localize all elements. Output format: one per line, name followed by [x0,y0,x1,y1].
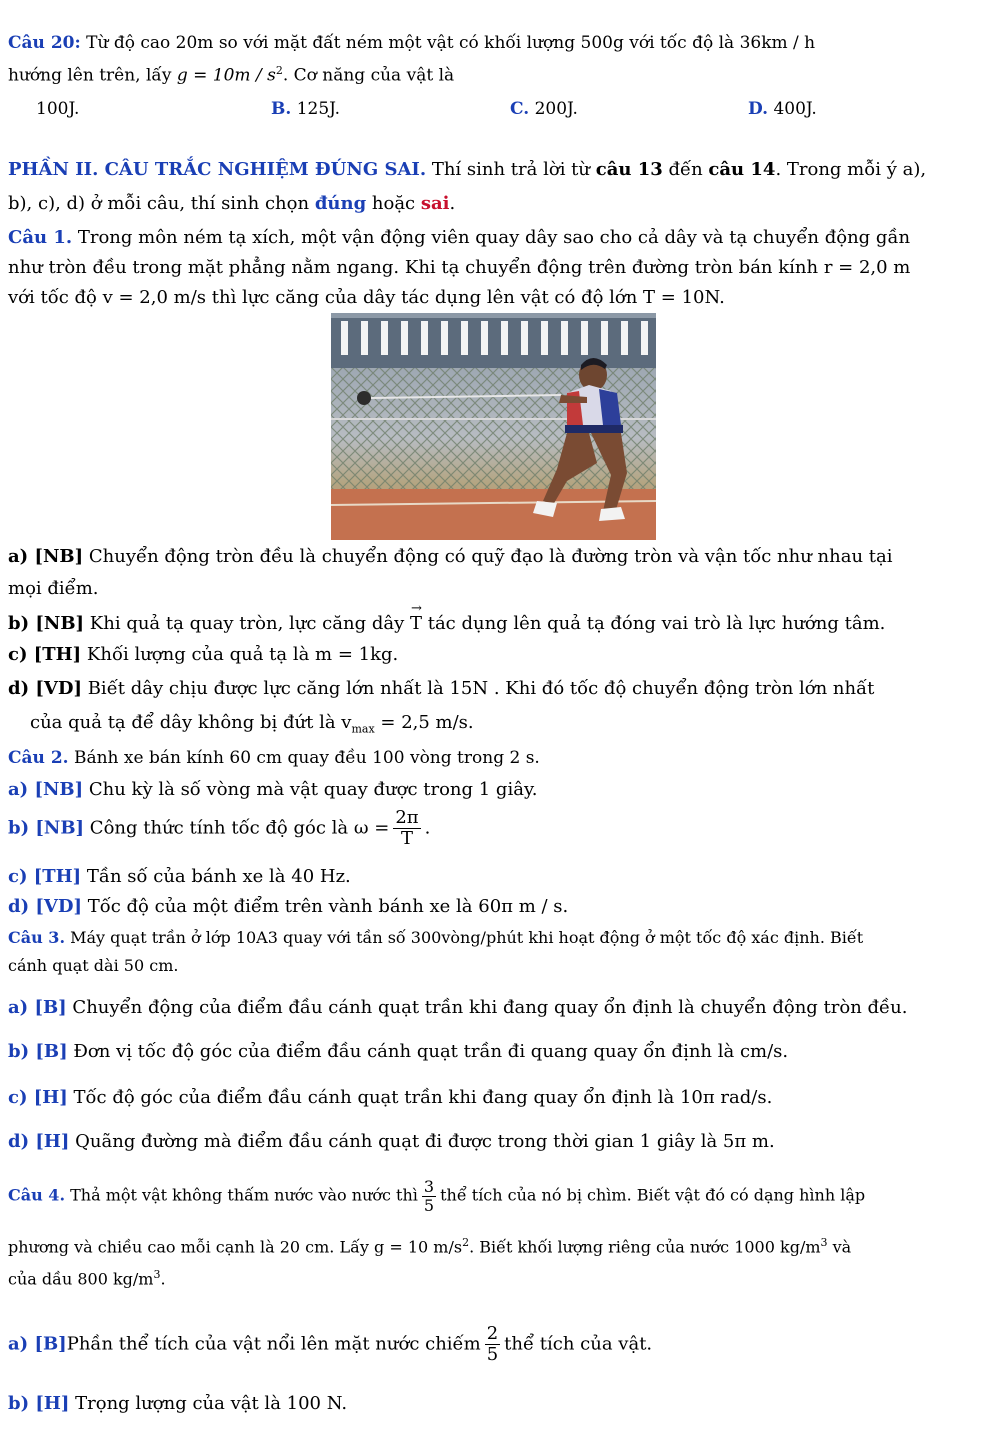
c1-text: Trong môn ném tạ xích, một vận động viên quay dây sao cho cả dây và tạ chuyển động gần [72,227,911,248]
vector-arrow-icon: → [410,601,422,616]
c1-item-a-line2 [8,577,991,601]
c4-line1 [8,1178,991,1214]
c4-text: Thả một vật không thấm nước vào nước thì [65,1185,418,1205]
c2-item-b [8,808,991,849]
q20-line1 [8,32,991,55]
c3-text: cánh quạt dài 50 cm. [8,956,179,975]
c1-item-a-line1 [8,545,991,569]
c3-text: Máy quạt trần ở lớp 10A3 quay với tần số 300vòng/phút khi hoạt động ở một tốc độ xác định. Biết [65,928,864,947]
c1-item-d-line2 [30,711,991,737]
c2-text: . [424,817,431,839]
c4-text: Trọng lượng của vật là 100 N. [69,1393,348,1414]
c4-text: thể tích của nó bị chìm. Biết vật đó có dạng hình lập [440,1185,866,1205]
c3-text: Tốc độ góc của điểm đầu cánh quạt trần khi đang quay ổn định là 10π rad/s. [67,1087,773,1108]
c4-text: của dầu 800 kg/m [8,1269,154,1289]
c1-text: Khối lượng của quả tạ là m = 1kg. [81,644,399,665]
c2-item-c [8,865,991,889]
c2-text: 2π [395,807,419,828]
c1-text: max [351,722,375,736]
c3-text: Đơn vị tốc độ góc của điểm đầu cánh quạt trần đi quang quay ổn định là cm/s. [67,1041,789,1062]
part2-line1 [8,158,991,182]
q20-line2 [8,64,991,88]
c4-b-tag: b) [H] [8,1393,70,1414]
q20-text1: Từ độ cao 20m so với mặt đất ném một vật có khối lượng 500g với tốc độ là 36km / h [86,33,816,53]
c3-a-tag: a) [B] [8,997,67,1018]
c2-d-tag: d) [VD] [8,896,82,917]
c4-text: 5 [423,1195,435,1215]
c3-d-tag: d) [H] [8,1131,70,1152]
c4-text: Phần thể tích của vật nổi lên mặt nước chiếm [66,1333,481,1355]
c2-b-tag: b) [NB] [8,817,85,839]
c1-line2 [8,256,991,280]
q20-formula: g = 10m / s [176,65,276,86]
c1-text: = 2,5 m/s. [374,712,474,733]
c4-text: 3 [820,1236,828,1249]
option-letter: D. [748,99,769,119]
c4-text: 3 [423,1177,435,1196]
c3-line1 [8,927,991,949]
c1-line3 [8,286,991,310]
option-text: 125J. [296,99,341,119]
c3-item-b [8,1040,991,1064]
c2-text: T [401,827,414,849]
c4-line3 [8,1268,991,1290]
c2-text: Chu kỳ là số vòng mà vật quay được trong 1 giây. [83,779,538,800]
c1-text: Chuyển động tròn đều là chuyển động có quỹ đạo là đường tròn và vận tốc như nhau tại [83,546,893,567]
option-text: 100J. [36,99,80,119]
vector-t [409,601,422,636]
option-letter: B. [271,99,292,119]
c4-a-tag: a) [B] [8,1333,67,1355]
c4-item-a [8,1324,991,1365]
c1-d-tag: d) [VD] [8,678,82,699]
c4-text: . [160,1269,166,1289]
q20-text2b: . Cơ năng của vật là [282,65,455,86]
option-letter: C. [510,99,530,119]
c2-fraction [393,808,420,849]
c1-b-tag: b) [NB] [8,613,85,634]
c1-text: Khi quả tạ quay tròn, lực căng dây [84,613,410,634]
false-word: sai [420,193,450,214]
part2-text: . Trong mỗi ý a), [775,159,927,180]
c1-line1 [8,226,991,250]
true-word: đúng [314,193,367,214]
q20-text2a: hướng lên trên, lấy [8,65,177,86]
c2-text: Tốc độ của một điểm trên vành bánh xe là 60π m / s. [81,896,569,917]
q20-option-c[interactable] [510,98,578,121]
c4-text: 3 [153,1268,161,1281]
option-text: 200J. [534,99,578,119]
c2-text: Tần số của bánh xe là 40 Hz. [81,866,351,887]
c1-item-c [8,643,991,667]
c1-label: Câu 1. [8,227,73,248]
c1-item-d-line1 [8,677,991,701]
c3-c-tag: c) [H] [8,1087,68,1108]
c3-line2 [8,955,991,977]
c4-text: . Biết khối lượng riêng của nước 1000 kg/m [469,1237,821,1257]
c2-line1 [8,747,991,770]
c4-label: Câu 4. [8,1185,66,1205]
c1-a-tag: a) [NB] [8,546,84,567]
c1-item-b [8,601,991,636]
c1-text: T [409,613,422,634]
c3-item-c [8,1086,991,1110]
part2-text: Thí sinh trả lời từ [426,159,596,180]
c3-text: Chuyển động của điểm đầu cánh quạt trần khi đang quay ổn định là chuyển động tròn đều. [66,997,908,1018]
c1-text: như tròn đều trong mặt phẳng nằm ngang. Khi tạ chuyển động trên đường tròn bán kính r = 2,0 m [8,257,911,278]
c2-c-tag: c) [TH] [8,866,82,887]
c3-label: Câu 3. [8,928,66,947]
c4-text: 2 [462,1236,470,1249]
part2-text: câu 13 [595,159,663,180]
c1-c-tag: c) [TH] [8,644,82,665]
c2-text: Công thức tính tốc độ góc là ω = [84,817,390,839]
q20-option-d[interactable] [748,98,817,121]
c4-line2 [8,1236,991,1258]
c1-text: mọi điểm. [8,578,99,599]
c1-text: với tốc độ v = 2,0 m/s thì lực căng của dây tác dụng lên vật có độ lớn T = 10N. [8,287,725,308]
c3-item-d [8,1130,991,1154]
part2-line2 [8,192,991,216]
c1-text: tác dụng lên quả tạ đóng vai trò là lực hướng tâm. [421,613,886,634]
c4-item-b [8,1392,991,1416]
part2-text: . [449,193,456,214]
c3-b-tag: b) [B] [8,1041,68,1062]
c4-text: thể tích của vật. [504,1333,653,1355]
part2-heading: PHẦN II. CÂU TRẮC NGHIỆM ĐÚNG SAI. [8,159,427,180]
c4-text: phương và chiều cao mỗi cạnh là 20 cm. Lấy g = 10 m/s [8,1237,463,1257]
c1-text: của quả tạ để dây không bị đứt là v [30,712,352,733]
c1-text: Biết dây chịu được lực căng lớn nhất là 15N . Khi đó tốc độ chuyển động tròn lớn nhất [81,678,875,699]
c2-item-a [8,778,991,802]
c4-text: và [827,1237,852,1257]
c3-item-a [8,996,991,1020]
q20-formula-sup: 2 [275,64,283,77]
q20-option-a[interactable] [36,98,79,121]
c2-item-d [8,895,991,919]
option-text: 400J. [773,99,817,119]
q20-option-b[interactable] [271,98,340,121]
c4-fraction-2 [485,1324,500,1365]
hammer-throw-photo [331,313,656,540]
part2-text: câu 14 [708,159,776,180]
c3-text: Quãng đường mà điểm đầu cánh quạt đi được trong thời gian 1 giây là 5π m. [69,1131,775,1152]
c4-text: 2 [486,1323,499,1344]
c2-a-tag: a) [NB] [8,779,84,800]
c2-label: Câu 2. [8,748,69,768]
part2-text: b), c), d) ở mỗi câu, thí sinh chọn [8,193,315,214]
c2-text: Bánh xe bán kính 60 cm quay đều 100 vòng trong 2 s. [68,748,540,768]
c4-fraction-1 [422,1178,436,1214]
q20-label: Câu 20: [8,33,81,53]
c4-text: 5 [486,1343,499,1365]
part2-text: đến [662,159,709,180]
part2-text: hoặc [366,193,421,214]
